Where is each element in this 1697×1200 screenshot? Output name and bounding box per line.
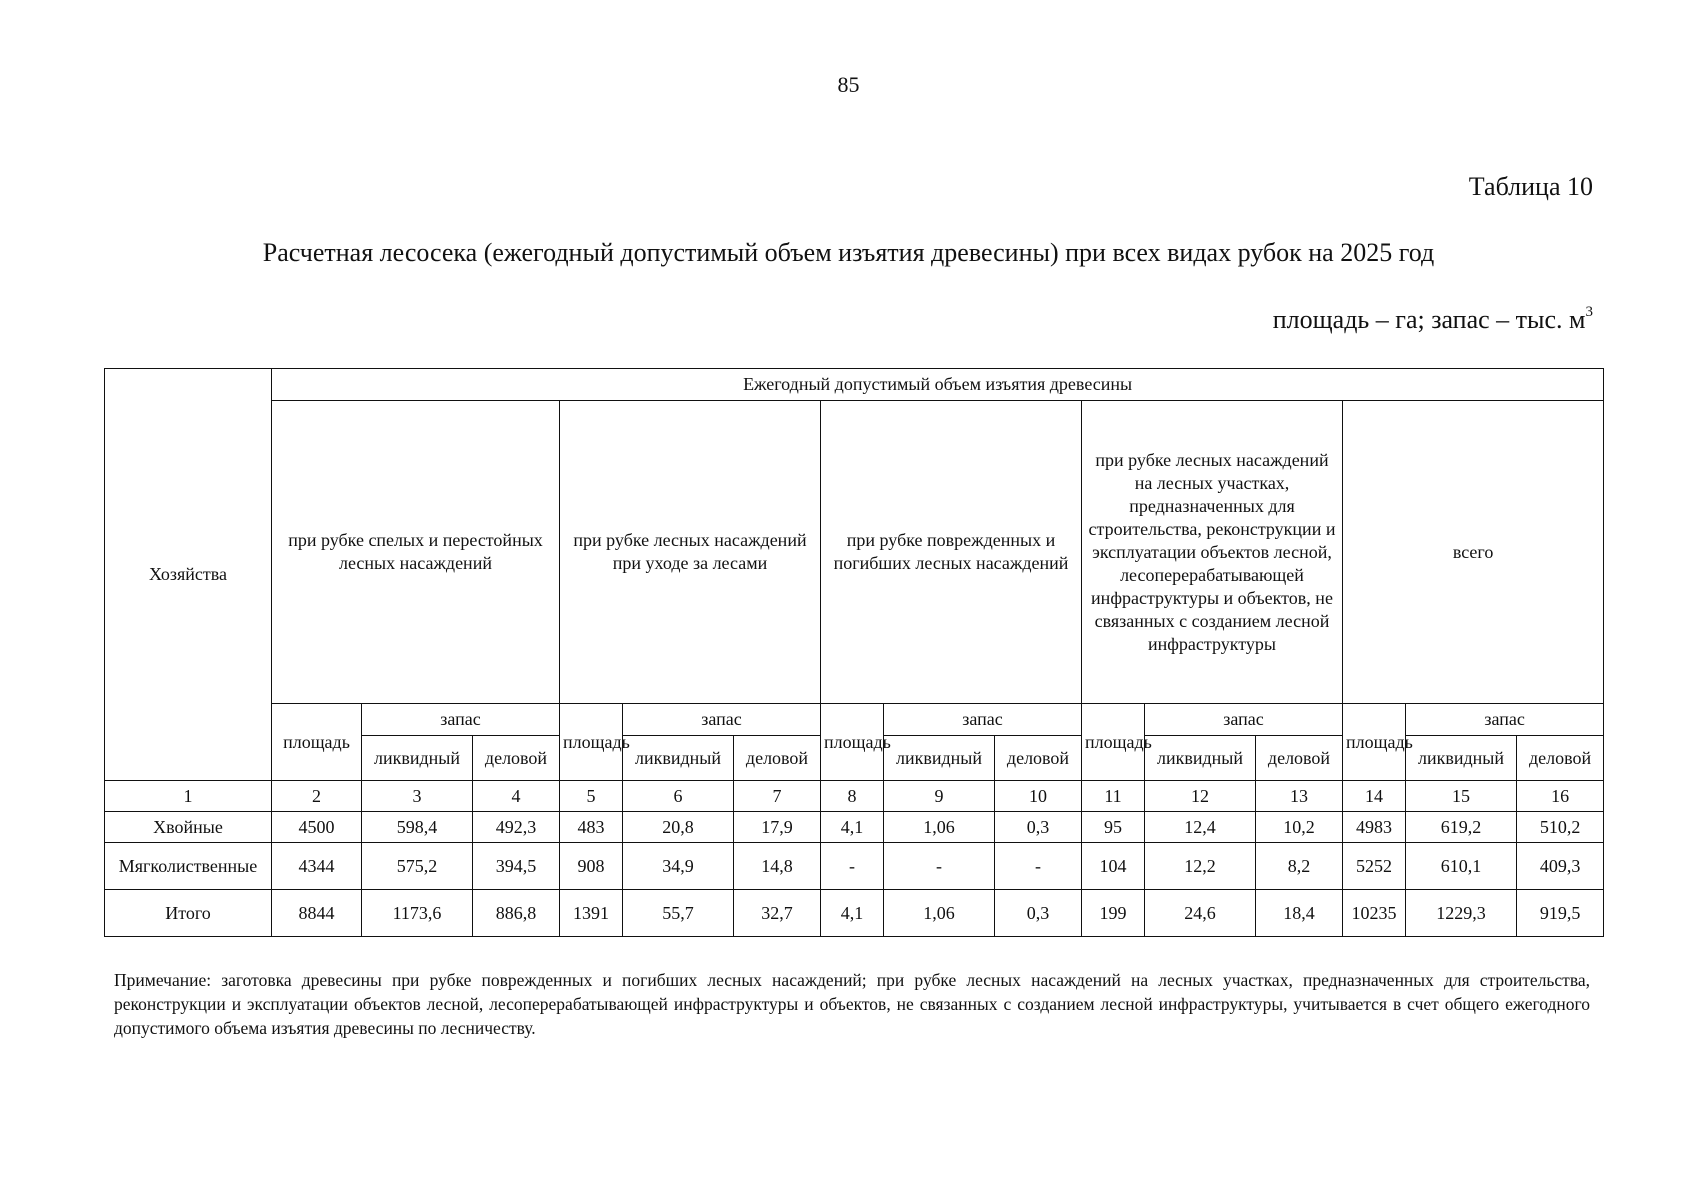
table-cell: 10235 [1343, 890, 1406, 937]
row-label: Хвойные [105, 812, 272, 843]
table-cell: 394,5 [473, 843, 560, 890]
table-cell: 908 [560, 843, 623, 890]
header-stock: запас [362, 704, 560, 736]
table-cell: 1391 [560, 890, 623, 937]
column-number: 5 [560, 781, 623, 812]
column-number: 14 [1343, 781, 1406, 812]
header-liquid: ликвидный [1145, 736, 1256, 781]
header-liquid: ликвидный [362, 736, 473, 781]
column-number: 15 [1406, 781, 1517, 812]
table-cell: 1,06 [884, 890, 995, 937]
table-cell: 510,2 [1517, 812, 1604, 843]
document-title: Расчетная лесосека (ежегодный допустимый объем изъятия древесины) при всех видах рубок на 2025 год [262, 238, 1435, 267]
table-cell: 610,1 [1406, 843, 1517, 890]
page-number: 85 [837, 72, 860, 97]
table-cell: 0,3 [995, 812, 1082, 843]
header-group-construction: при рубке лесных насаждений на лесных участках, предназначенных для строительства, реконструкции и эксплуатации объектов лесной, лесоперерабатывающей инфраструктуры и объектов, не связанных с созданием лесной инфраструктуры [1082, 401, 1343, 704]
table-cell: 1,06 [884, 812, 995, 843]
row-label: Итого [105, 890, 272, 937]
table-cell: 886,8 [473, 890, 560, 937]
harvest-table-container [104, 368, 1603, 937]
table-cell: 12,2 [1145, 843, 1256, 890]
column-number: 7 [734, 781, 821, 812]
units-caption [1273, 305, 1593, 335]
column-number: 1 [105, 781, 272, 812]
header-liquid: ликвидный [884, 736, 995, 781]
harvest-table [104, 368, 1604, 937]
table-cell: 12,4 [1145, 812, 1256, 843]
table-row [105, 843, 1604, 890]
header-liquid: ликвидный [623, 736, 734, 781]
table-label: Таблица 10 [1468, 172, 1593, 201]
table-cell: 8,2 [1256, 843, 1343, 890]
units-text: площадь – га; запас – тыс. м [1272, 305, 1586, 334]
table-cell: 24,6 [1145, 890, 1256, 937]
table-cell: 575,2 [362, 843, 473, 890]
table-cell: 95 [1082, 812, 1145, 843]
column-number: 6 [623, 781, 734, 812]
header-area: площадь [821, 704, 884, 781]
table-cell: 34,9 [623, 843, 734, 890]
column-number: 13 [1256, 781, 1343, 812]
header-group-care: при рубке лесных насаждений при уходе за лесами [560, 401, 821, 704]
column-numbers-row [105, 781, 1604, 812]
header-business: деловой [473, 736, 560, 781]
table-cell: 55,7 [623, 890, 734, 937]
header-business: деловой [1256, 736, 1343, 781]
column-number: 3 [362, 781, 473, 812]
table-cell: 619,2 [1406, 812, 1517, 843]
table-cell: 409,3 [1517, 843, 1604, 890]
column-number: 12 [1145, 781, 1256, 812]
header-area: площадь [272, 704, 362, 781]
table-row [105, 812, 1604, 843]
table-cell: 4344 [272, 843, 362, 890]
table-cell: 483 [560, 812, 623, 843]
table-cell: - [995, 843, 1082, 890]
column-number: 8 [821, 781, 884, 812]
header-stock: запас [884, 704, 1082, 736]
header-business: деловой [995, 736, 1082, 781]
header-group-damaged: при рубке поврежденных и погибших лесных насаждений [821, 401, 1082, 704]
table-cell: 14,8 [734, 843, 821, 890]
table-cell: 4,1 [821, 890, 884, 937]
header-stock: запас [1145, 704, 1343, 736]
column-number: 11 [1082, 781, 1145, 812]
table-cell: 199 [1082, 890, 1145, 937]
table-cell: - [884, 843, 995, 890]
table-cell: 0,3 [995, 890, 1082, 937]
table-cell: 17,9 [734, 812, 821, 843]
table-cell: 8844 [272, 890, 362, 937]
table-cell: 32,7 [734, 890, 821, 937]
table-cell: 5252 [1343, 843, 1406, 890]
table-cell: 20,8 [623, 812, 734, 843]
header-stock: запас [1406, 704, 1604, 736]
table-cell: 919,5 [1517, 890, 1604, 937]
table-cell: 598,4 [362, 812, 473, 843]
column-number: 10 [995, 781, 1082, 812]
table-cell: 10,2 [1256, 812, 1343, 843]
column-number: 9 [884, 781, 995, 812]
header-business: деловой [734, 736, 821, 781]
column-number: 4 [473, 781, 560, 812]
header-group-total: всего [1343, 401, 1604, 704]
header-annual-volume: Ежегодный допустимый объем изъятия древесины [272, 369, 1604, 401]
footnote: Примечание: заготовка древесины при рубке поврежденных и погибших лесных насаждений; при рубке лесных насаждений на лесных участках, предназначенных для строительства, реконструкции и эксплуатации объектов лесной, лесоперерабатывающей инфраструктуры и объектов, не связанных с созданием лесной инфраструктуры, учитывается в счет общего ежегодного допустимого объема изъятия древесины по лесничеству. [114, 970, 1590, 1038]
header-business: деловой [1517, 736, 1604, 781]
table-cell: 492,3 [473, 812, 560, 843]
header-area: площадь [1343, 704, 1406, 781]
table-cell: 4500 [272, 812, 362, 843]
column-number: 2 [272, 781, 362, 812]
row-label: Мягколиственные [105, 843, 272, 890]
table-cell: 104 [1082, 843, 1145, 890]
table-cell: 18,4 [1256, 890, 1343, 937]
column-number: 16 [1517, 781, 1604, 812]
table-cell: 1229,3 [1406, 890, 1517, 937]
table-cell: 4,1 [821, 812, 884, 843]
header-area: площадь [560, 704, 623, 781]
header-farms: Хозяйства [105, 369, 272, 781]
table-cell: 4983 [1343, 812, 1406, 843]
header-liquid: ликвидный [1406, 736, 1517, 781]
table-cell: 1173,6 [362, 890, 473, 937]
units-superscript: 3 [1585, 304, 1593, 321]
table-cell: - [821, 843, 884, 890]
header-area: площадь [1082, 704, 1145, 781]
header-stock: запас [623, 704, 821, 736]
table-row [105, 890, 1604, 937]
header-group-mature: при рубке спелых и перестойных лесных насаждений [272, 401, 560, 704]
